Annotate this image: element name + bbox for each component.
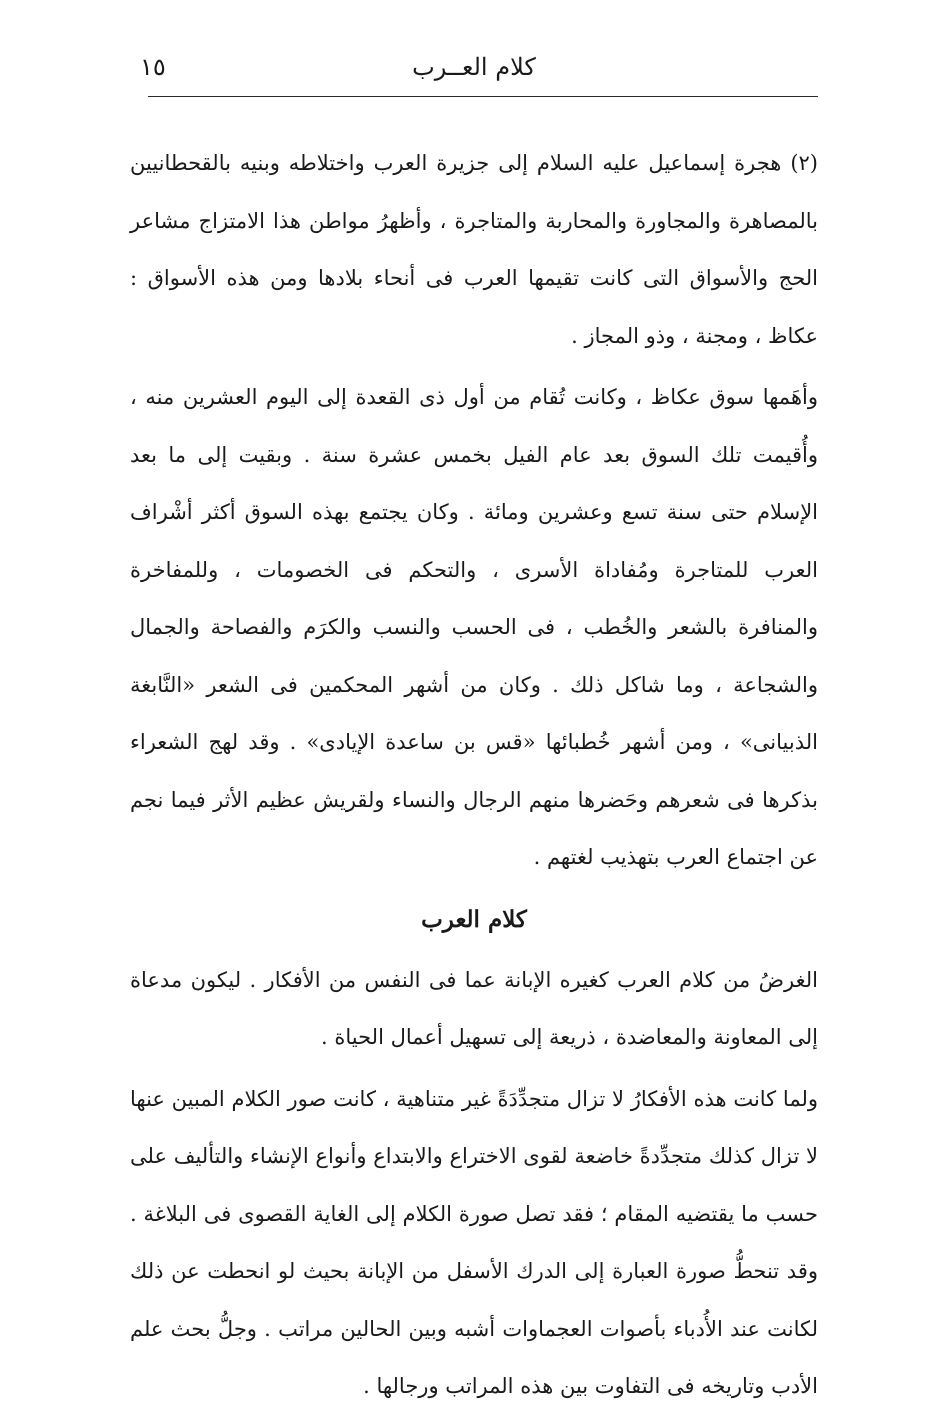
page-body bbox=[130, 135, 818, 1416]
section-heading: كلام العرب bbox=[421, 905, 527, 933]
paragraph-purpose: الغرضُ من كلام العرب كغيره الإبانة عما فى النفس من الأفكار . ليكون مدعاة إلى المعاونة والمعاضدة ، ذريعة إلى تسهيل أعمال الحياة . bbox=[130, 967, 818, 1049]
page-number: ١٥ bbox=[140, 53, 166, 81]
header-rule bbox=[148, 96, 818, 97]
paragraph-ukaz-market: وأهَمها سوق عكاظ ، وكانت تُقام من أول ذى القعدة إلى اليوم العشرين منه ، وأُقيمت تلك السوق بعد عام الفيل بخمس عشرة سنة . وبقيت إلى ما بعد الإسلام حتى سنة تسع وعشرين ومائة . وكان يجتمع بهذه السوق أكثر أشْراف العرب للمتاجرة ومُفاداة الأسرى ، والتحكم فى الخصومات ، وللمفاخرة والمنافرة بالشعر والخُطب ، فى الحسب والنسب والكرَم والفصاحة والجمال والشجاعة ، وما شاكل ذلك . وكان من أشهر المحكمين فى الشعر «النَّابغة الذبيانى» ، ومن أشهر خُطبائها «قس بن ساعدة الإيادى» . وقد لهج الشعراء بذكرها فى شعرهم وحَضرها منهم الرجال والنساء ولقريش عظيم الأثر فيما نجم عن اجتماع العرب بتهذيب لغتهم . bbox=[130, 385, 818, 869]
paragraph-migration: (٢) هجرة إسماعيل عليه السلام إلى جزيرة العرب واختلاطه وبنيه بالقحطانيين بالمصاهرة والمجاورة والمحاربة والمتاجرة ، وأظهرُ مواطن هذا الامتزاج مشاعر الحج والأسواق التى كانت تقيمها العرب فى أنحاء بلادها ومن هذه الأسواق : عكاظ ، ومجنة ، وذو المجاز . bbox=[130, 151, 818, 348]
page-header bbox=[130, 48, 818, 98]
running-title: كلام العــرب bbox=[412, 53, 536, 81]
paragraph-forms-of-speech: ولما كانت هذه الأفكارُ لا تزال متجدِّدَةً غير متناهية ، كانت صور الكلام المبين عنها لا تزال كذلك متجدِّدةً خاضعة لقوى الاختراع والابتداع وأنواع الإنشاء والتأليف على حسب ما يقتضيه المقام ؛ فقد تصل صورة الكلام إلى الغاية القصوى فى البلاغة . وقد تنحطُّ صورة العبارة إلى الدرك الأسفل من الإبانة بحيث لو انحطت عن ذلك لكانت عند الأُدباء بأصوات العجماوات أشبه وبين الحالين مراتب . وجلُّ بحث علم الأدب وتاريخه فى التفاوت بين هذه المراتب ورجالها . bbox=[130, 1086, 818, 1398]
